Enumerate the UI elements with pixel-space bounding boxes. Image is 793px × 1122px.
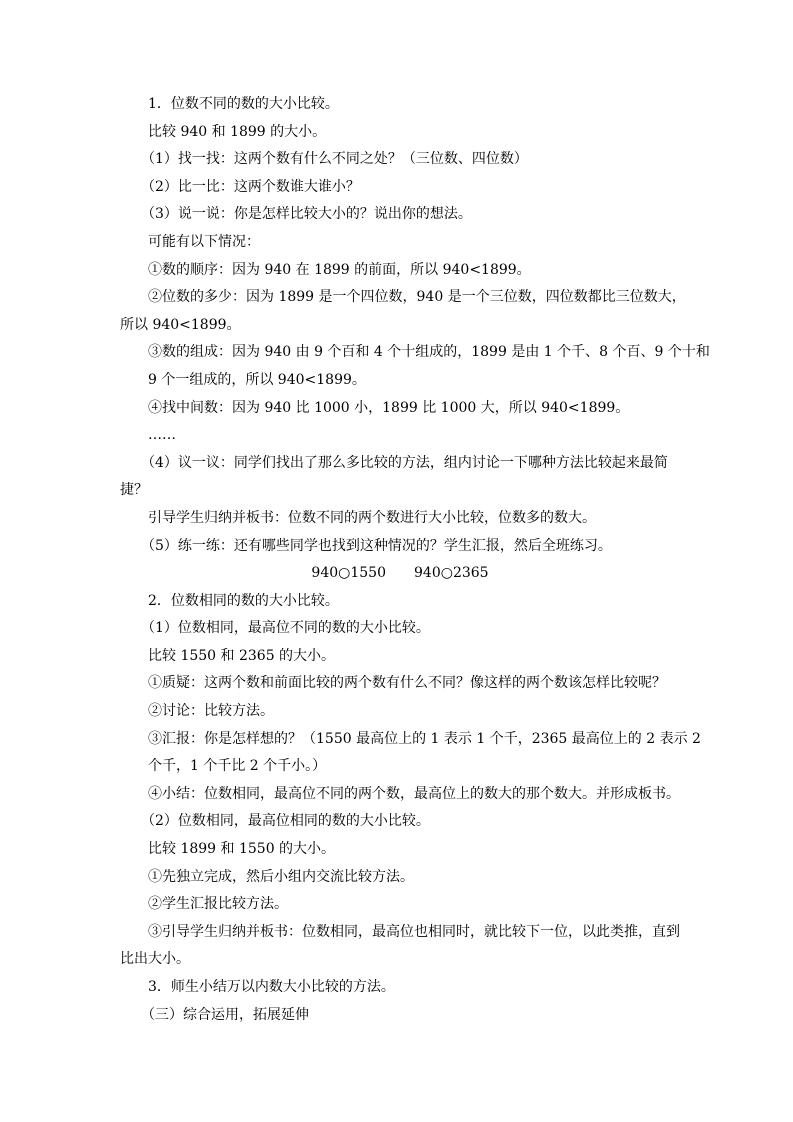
paragraph: （1）找一找：这两个数有什么不同之处？（三位数、四位数） <box>141 151 528 168</box>
paragraph: 比较 1899 和 1550 的大小。 <box>148 841 336 858</box>
ellipsis: …… <box>148 427 176 444</box>
paragraph: ④小结：位数相同，最高位不同的两个数，最高位上的数大的那个数大。并形成板书。 <box>148 785 680 802</box>
paragraph: 比较 940 和 1899 的大小。 <box>148 123 327 140</box>
paragraph-continuation: 9 个一组成的，所以 940<1899。 <box>148 371 366 388</box>
paragraph: （5）练一练：还有哪些同学也找到这种情况的？学生汇报，然后全班练习。 <box>141 537 612 554</box>
paragraph: （4）议一议：同学们找出了那么多比较的方法，组内讨论一下哪种方法比较起来最简 <box>141 454 668 471</box>
paragraph: ①数的顺序：因为 940 在 1899 的前面，所以 940<1899。 <box>148 261 531 278</box>
paragraph-continuation: 比出大小。 <box>120 951 190 968</box>
paragraph: ②讨论：比较方法。 <box>148 703 274 720</box>
paragraph: 引导学生归纳并板书：位数不同的两个数进行大小比较，位数多的数大。 <box>148 509 596 526</box>
paragraph: ③数的组成：因为 940 由 9 个百和 4 个十组成的，1899 是由 1 个千、8 个百、9 个十和 <box>148 344 710 361</box>
paragraph: ①质疑：这两个数和前面比较的两个数有什么不同？像这样的两个数该怎样比较呢？ <box>148 675 666 692</box>
paragraph: 比较 1550 和 2365 的大小。 <box>148 647 336 664</box>
paragraph: ③汇报：你是怎样想的？（1550 最高位上的 1 表示 1 个千，2365 最高位上的 2 表示 2 <box>148 730 701 747</box>
paragraph: ②位数的多少：因为 1899 是一个四位数，940 是一个三位数，四位数都比三位数大， <box>148 289 686 306</box>
paragraph: （1）位数相同，最高位不同的数的大小比较。 <box>141 620 430 637</box>
document-body <box>120 91 710 1029</box>
section-heading: 2．位数相同的数的大小比较。 <box>148 592 339 609</box>
paragraph: ②学生汇报比较方法。 <box>148 896 288 913</box>
paragraph: （2）比一比：这两个数谁大谁小？ <box>141 178 360 195</box>
paragraph-continuation: 所以 940<1899。 <box>120 316 241 333</box>
paragraph-continuation: 捷？ <box>120 482 148 499</box>
paragraph: ①先独立完成，然后小组内交流比较方法。 <box>148 868 414 885</box>
section-heading: （三）综合运用，拓展延伸 <box>141 1006 309 1023</box>
section-heading: 3．师生小结万以内数大小比较的方法。 <box>148 979 395 995</box>
exercise-line <box>120 560 680 588</box>
paragraph: （2）位数相同，最高位相同的数的大小比较。 <box>141 813 430 830</box>
paragraph: ④找中间数：因为 940 比 1000 小，1899 比 1000 大，所以 940<1899。 <box>148 399 630 416</box>
exercise-b: 940○2365 <box>414 565 489 582</box>
paragraph: ③引导学生归纳并板书：位数相同，最高位也相同时，就比较下一位，以此类推，直到 <box>148 923 680 940</box>
paragraph-continuation: 个千，1 个千比 2 个千小。） <box>148 758 327 775</box>
exercise-a: 940○1550 <box>311 565 386 582</box>
section-heading: 1．位数不同的数的大小比较。 <box>148 96 339 112</box>
paragraph: （3）说一说：你是怎样比较大小的？说出你的想法。 <box>141 206 472 223</box>
paragraph: 可能有以下情况： <box>148 233 260 250</box>
